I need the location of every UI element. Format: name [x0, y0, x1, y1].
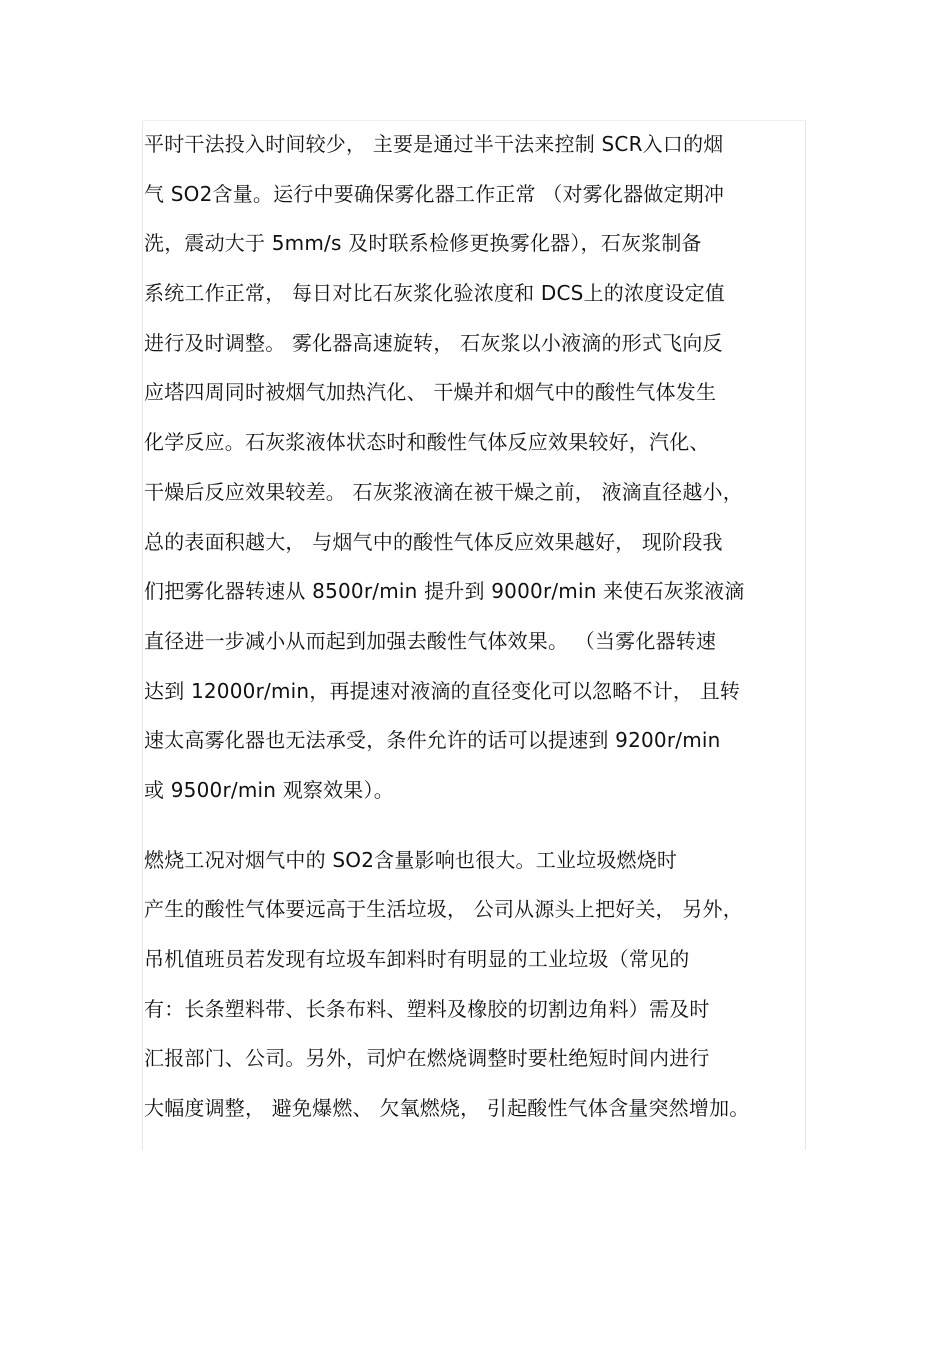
document-body [144, 120, 806, 1134]
text-line: 洗，震动大于 5mm/s 及时联系检修更换雾化器），石灰浆制备 [144, 231, 702, 256]
text-line: 大幅度调整， 避免爆燃、 欠氧燃烧， 引起酸性气体含量突然增加。 [144, 1096, 750, 1121]
text-line: 们把雾化器转速从 8500r/min 提升到 9000r/min 来使石灰浆液滴 [144, 579, 745, 604]
text-line: 吊机值班员若发现有垃圾车卸料时有明显的工业垃圾（常见的 [144, 947, 690, 971]
paragraph-spacer [144, 816, 806, 836]
text-line: 或 9500r/min 观察效果）。 [144, 777, 394, 802]
text-line: 有：长条塑料带、长条布料、塑料及橡胶的切割边角料）需及时 [144, 996, 710, 1021]
text-line: 平时干法投入时间较少， 主要是通过半干法来控制 SCR入口的烟 [144, 132, 724, 156]
paragraph-2 [144, 836, 806, 1134]
text-line: 直径进一步减小从而起到加强去酸性气体效果。 （当雾化器转速 [144, 628, 717, 653]
text-line: 达到 12000r/min，再提速对液滴的直径变化可以忽略不计， 且转 [144, 678, 741, 703]
text-line: 干燥后反应效果较差。 石灰浆液滴在被干燥之前， 液滴直径越小， [144, 479, 743, 504]
text-line: 速太高雾化器也无法承受，条件允许的话可以提速到 9200r/min [144, 728, 721, 753]
text-line: 总的表面积越大， 与烟气中的酸性气体反应效果越好， 现阶段我 [144, 529, 723, 554]
text-line: 进行及时调整。 雾化器高速旋转， 石灰浆以小液滴的形式飞向反 [144, 330, 723, 355]
text-line: 系统工作正常， 每日对比石灰浆化验浓度和 DCS上的浓度设定值 [144, 281, 725, 306]
text-line: 化学反应。石灰浆液体状态时和酸性气体反应效果较好，汽化、 [144, 430, 710, 455]
text-line: 应塔四周同时被烟气加热汽化、 干燥并和烟气中的酸性气体发生 [144, 380, 717, 405]
text-line: 燃烧工况对烟气中的 SO2含量影响也很大。工业垃圾燃烧时 [144, 847, 678, 872]
text-line: 汇报部门、公司。另外，司炉在燃烧调整时要杜绝短时间内进行 [144, 1046, 710, 1071]
paragraph-1 [144, 120, 806, 816]
text-line: 产生的酸性气体要远高于生活垃圾， 公司从源头上把好关， 另外， [144, 897, 743, 922]
text-line: 气 SO2含量。运行中要确保雾化器工作正常 （对雾化器做定期冲 [144, 181, 725, 206]
